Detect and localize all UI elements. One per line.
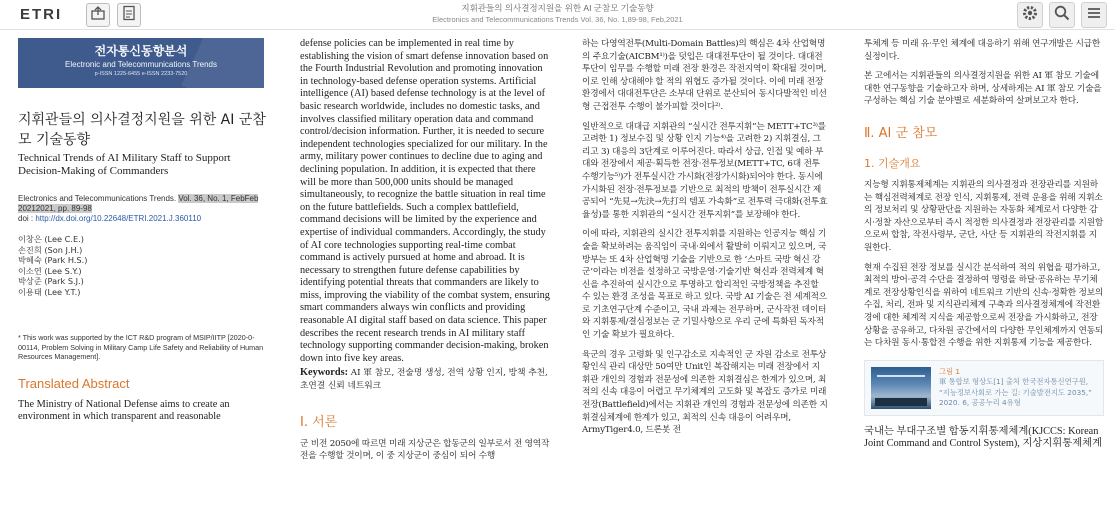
paragraph: 군 비전 2050에 따르면 미래 지상군은 합동군의 일부로서 전 영역작전을 수행할 것이며, 이 중 지상군이 중심이 되어 수행	[300, 438, 550, 462]
paper-title-ko: 지휘관들의 의사결정지원을 위한 AI 군참모 기술동향	[18, 112, 266, 148]
translated-abstract-text: The Ministry of National Defense aims to create an environment in which transparent and reasonable	[18, 398, 230, 422]
share-icon	[90, 5, 106, 25]
author-item[interactable]: 손진희 (Son J.H.)	[18, 244, 83, 255]
section-heading-ai-staff: Ⅱ. AI 군 참모	[864, 125, 938, 141]
paragraph: 지능형 지휘통제체계는 지휘관의 의사결정과 전장관리를 지원하는 핵심전력체계로 전장 인식, 지휘통제, 전력 운용을 위해 지휘소의 정보처리 및 상황판단을 지원하는 자동화 체계로서 다양한 감시·정찰 자산으로부터 즉시 적정한 의사결정과 전장관리를 지원함으로써 합참, 작전사령부, 군단, 사단 등 지휘관의 작전지휘를 지원한다.	[864, 179, 1104, 253]
author-item[interactable]: 이창은 (Lee C.E.)	[18, 234, 84, 244]
citation	[18, 194, 268, 214]
keywords	[300, 367, 552, 392]
body-column-2	[300, 38, 552, 463]
paragraph: 일반적으로 대대급 지휘관의 “실시간 전투지휘”는 METT+TC³⁾를 고려한 1) 정보수집 및 상황 인지 기능⁴⁾을 고려한 2) 지휘결심, 그리고 3) 대응의 3단계로 이루어진다. 따라서 상급, 인접 및 예하 부대와 전장에서 제공·획득한 전장·전투정보(METT+TC, 6대 전투수행기능⁵⁾)가 전투실시간 가시화(전장가시화)되어야 한다. 동시에 가시화된 전장·전투정보를 기반으로 최적의 방책이 전투실시간 제공되어 “先見→先決→先打의 템포 가속화”로 전투력 극대화(전투효율성)를 통한 지휘관의 “실시간 전투지휘”를 보장해야 한다.	[582, 121, 828, 220]
citation-journal: Electronics and Telecommunications Trends.	[18, 194, 179, 203]
body-column-3	[582, 38, 828, 437]
document-title	[400, 3, 715, 25]
citation-volume: Vol. 36, No. 1, FebFeb 20212021, pp. 89-98	[18, 194, 259, 213]
settings-button[interactable]	[1017, 2, 1043, 28]
paragraph: 투체계 등 미래 유·무인 체계에 대응하기 위해 연구개발은 시급한 실정이다.	[864, 39, 1101, 62]
paragraph: 하는 다영역전투(Multi-Domain Battles)의 핵심은 4차 산업혁명의 주요기술(AICBM¹⁾)을 덧입은 대대전투단이 될 것이다. 대대전투단이 임무를 수행할 미래 전장 환경은 작전지역이 확대될 것이며, 이로 인해 상대해야 할 적의 위협도 증가될 것이다. 이에 미래 전장 환경에서 대대전투단은 소부대 단위로 분산되어 동시다발적인 비선형 근접전투 수행이 불가피할 것이다²⁾.	[582, 39, 827, 112]
menu-button[interactable]	[1081, 2, 1107, 28]
author-item[interactable]: 박혜숙 (Park H.S.)	[18, 255, 88, 265]
doi-label: doi :	[18, 214, 36, 223]
translated-abstract-heading: Translated Abstract	[18, 375, 130, 391]
pdf-button[interactable]	[117, 3, 141, 27]
top-toolbar	[0, 0, 1115, 30]
pdf-icon	[121, 5, 137, 25]
gear-icon	[1021, 4, 1039, 26]
etri-logo[interactable]: ETRI	[20, 6, 63, 23]
author-list	[18, 234, 268, 297]
journal-banner	[18, 38, 264, 88]
journal-title-ko: 전자통신동향분석	[94, 44, 188, 58]
abstract-paragraph: defense policies can be implemented in real time by establishing the vision of smart defense innovation based on the Fourth Industrial Revolution and promoting innovation in technology-based defense operation systems. Artificial intelligence (AI) based defense technology is at the level of basic research worldwide, includes no domestic tasks, and involves classified military operation data and command control/decision information. Further, it is needed to secure independent technologies specialized for our military. In the army, military power continues to decline due to aging and declining population. In addition, it is expected that there will be more than 500,000 units should be managed simultaneously, to recognize the battle situation in real time on the future battlefields. Such a complex battlefield, command decisions will be limited by the experience and expertise of individual commanders. Accordingly, the study of AI core technologies supporting real-time combat command is actively pursued at home and abroad. It is necessary to strengthen future defense capabilities by identifying potential threats that commanders are likely to miss, improving the viability of the combat system, ensuring smart commanders always win conflicts and providing reasonable AI digital staff based on data science. This paper describes the recent research trends in AI military staff technology supporting commander decision-making, broken down into five key areas.	[300, 38, 550, 364]
author-item[interactable]: 박상준 (Park S.J.)	[18, 276, 84, 286]
figure-thumbnail[interactable]	[871, 367, 931, 409]
author-item[interactable]: 이용태 (Lee Y.T.)	[18, 286, 81, 297]
journal-issn: p-ISSN 1225-6455 e-ISSN 2233-7520	[94, 71, 188, 77]
subsection-heading-overview: 1. 기술개요	[864, 156, 921, 170]
paragraph: 육군의 경우 고령화 및 인구감소로 지속적인 군 자원 감소로 전투상황인식 관리 대상만 50여만 Unit인 복잡해지는 미래 전장에서 지휘관 개인의 경험과 전문성에 의존한 지휘결심은 한계가 있으며, 최적의 신속 대응이 어렵고 무기체계의 고도화 및 복잡도 증가로 미래전장(Battlefield)에서는 지휘관 개인의 경험과 전문성에 의존한 지휘결심체계에 한계가 있고, 최적의 신속 대응이 어려우며, ArmyTiger4.0, 드론봇 전	[582, 349, 828, 436]
document-citation-text: Electronics and Telecommunications Trends Vol. 36, No. 1,89-98, Feb,2021	[432, 15, 683, 24]
figure-caption	[939, 367, 1097, 409]
keywords-list: AI 軍 참모, 전술명 생성, 전역 상황 인지, 방책 추천, 초연결 신뢰 네트워크	[300, 368, 548, 392]
author-item[interactable]: 이소연 (Lee S.Y.)	[18, 265, 82, 276]
funding-footnote: * This work was supported by the ICT R&D program of MSIP/IITP [2020-0-00114, Problem Solving in Military Camp Life Safety and Reliability of Human Resources Management].	[18, 333, 264, 361]
document-title-text: 지휘관들의 의사결정지원을 위한 AI 군참모 기술동향	[461, 3, 654, 13]
figure-label: 그림 1	[939, 366, 961, 376]
journal-title-en: Electronic and Telecommunications Trends	[65, 60, 217, 69]
search-button[interactable]	[1049, 2, 1075, 28]
paragraph: 이에 따라, 지휘관의 실시간 전투지휘를 지원하는 인공지능 핵심 기술을 확보하려는 움직임이 국내·외에서 활발히 이뤄지고 있으며, 국방부는 또 4차 산업혁명 기술을 기반으로 한 ‘스마트 국방 혁신 강군’이라는 비전을 설정하고 국방운영·기술기반 혁신과 전력체계 혁신을 추진하여 실시간으로 투명하고 합리적인 국방정책을 추진할 수 있는 환경 조성을 목표로 하고 있다. 국방 AI 기술은 전 세계적으로 기초연구단계 수준이고, 국내 과제는 전무하며, 군사작전 데이터와 지휘통제/결심정보는 군 기밀사항으로 우리 군에 특화된 독자적인 기술 확보가 필요하다.	[582, 229, 827, 341]
paragraph: 현재 수집된 전장 정보를 실시간 분석하여 적의 위협을 평가하고, 최적의 방어·공격 수단을 결정하여 명령을 하달·공유하는 무기체계로 전장상황인식을 위하여 네트워크 기반의 신속·정확한 정보의 수집, 처리, 전파 및 지식관리체계 구축과 의사결정체계에 작전환경에 대한 체계적 지식을 제공함으로써 전장을 가시화하고, 전장상황을 공유하고, 다차원 공간에서의 다양한 무인체계까지 연동되는 다차원 동시·통합전 수행을 위한 지휘통제 기능을 제공한다.	[864, 262, 1104, 349]
figure-caption-text: 軍 통합보 형상도[1] 출처 한국전자통신연구원, “지능정보사회로 가는 길: 기술발전지도 2035,” 2020. 6, 공공누리 4유형	[939, 377, 1092, 408]
paragraph: 본 고에서는 지휘관들의 의사결정지원을 위한 AI 軍 참모 기술에 대한 연구동향을 기술하고자 하며, 상세하게는 AI 軍 참모 기술을 구성하는 핵심 기술 분야별로 세분화하여 살펴보고자 한다.	[864, 71, 1102, 107]
paper-info-panel	[18, 38, 268, 424]
menu-icon	[1085, 4, 1103, 26]
paragraph: 국내는 부대구조별 합동지휘통제체계(KJCCS: Korean Joint Command and Control System), 지상지휘통제체계	[864, 425, 1103, 450]
share-button[interactable]	[86, 3, 110, 27]
paper-title-en: Technical Trends of AI Military Staff to Support Decision-Making of Commanders	[18, 152, 231, 177]
keywords-label: Keywords:	[300, 367, 349, 379]
doi	[18, 214, 268, 224]
section-heading-introduction: Ⅰ. 서론	[300, 414, 338, 430]
figure-card[interactable]	[864, 360, 1104, 416]
search-icon	[1053, 4, 1071, 26]
doi-link[interactable]: http://dx.doi.org/10.22648/ETRI.2021.J.360110	[35, 214, 202, 223]
body-column-4	[864, 38, 1104, 451]
